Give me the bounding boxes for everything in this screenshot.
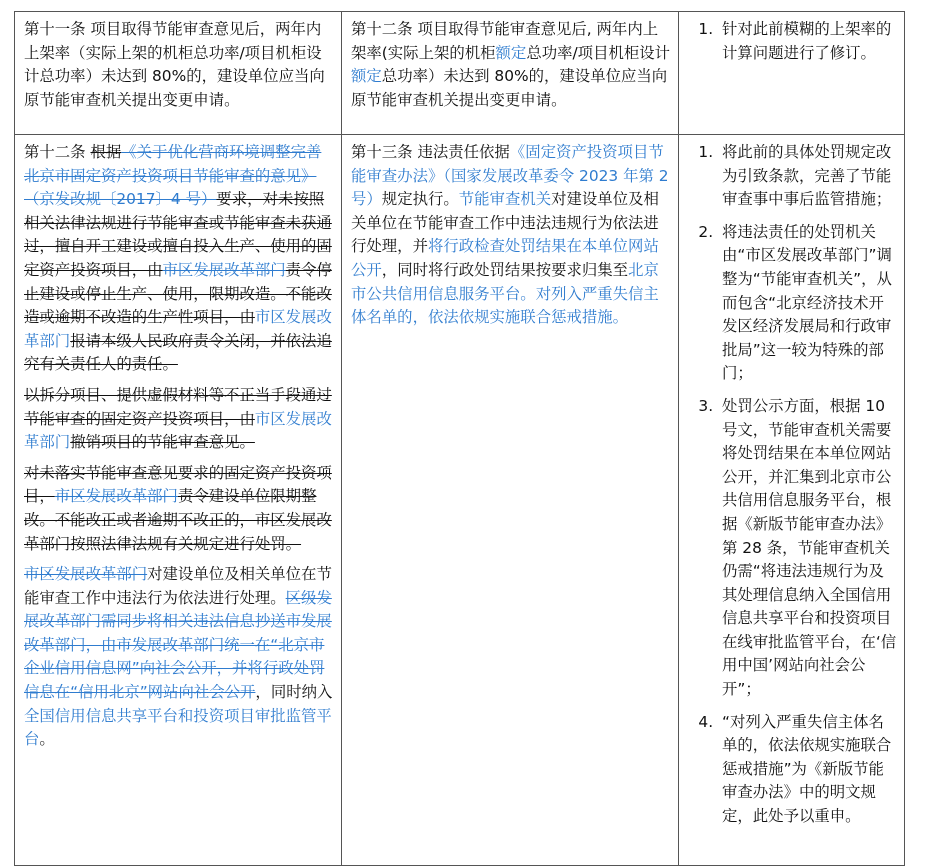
revision-note: 2. 将违法责任的处罚机关由“市区发展改革部门”调整为“节能审查机关”，从而包含“北京经济技术开发区经济发展局和行政审批局”这一较为特殊的部门； bbox=[718, 221, 897, 386]
deleted-text: 根据 bbox=[90, 143, 122, 161]
revision-notes-list bbox=[688, 141, 897, 829]
deleted-text: 市区发展改革部门 bbox=[162, 260, 286, 279]
highlighted-text: 北京市公共信用信息服务平台。对列入严重失信主体名单的，依法依规实施联合惩戒措施。 bbox=[351, 260, 659, 327]
article-paragraph bbox=[24, 141, 334, 377]
deleted-text: 市区发展改革部门 bbox=[24, 565, 148, 584]
highlighted-text: 《固定资产投资项目节能审查办法》（国家发展改革委令 2023 年第 2 号） bbox=[351, 143, 669, 209]
deleted-text: 要求，对未按照相关法律法规进行节能审查或节能审查未获通过，擅自开工建设或擅自投入生产、使用的固定资产投资项目，由 bbox=[24, 190, 332, 279]
table-row bbox=[15, 12, 905, 135]
article-paragraph bbox=[24, 563, 334, 752]
article-paragraph bbox=[351, 141, 671, 330]
new-text-cell bbox=[342, 135, 679, 866]
deleted-text: 区级发展改革部门需同步将相关违法信息抄送市发展改革部门，由市发展改革部门统一在“北京市企业信用信息网”向社会公开，并将行政处罚信息在“信用北京”网站向社会公开 bbox=[24, 588, 332, 702]
notes-cell bbox=[679, 135, 905, 866]
deleted-text: 报请本级人民政府责令关闭，并依法追究有关责任人的责任。 bbox=[24, 331, 332, 374]
deleted-text: 责令停止建设或停止生产、使用，限期改造。不能改造或逾期不改造的生产性项目，由 bbox=[24, 260, 332, 327]
body-text: 规定执行。 bbox=[381, 190, 459, 209]
highlighted-text: 节能审查机关 bbox=[458, 190, 552, 209]
body-text: 第十三条 违法责任依据 bbox=[351, 143, 510, 161]
table-row bbox=[15, 135, 905, 866]
body-text: 第十二条 项目取得节能审查意见后, 两年内上架率(实际上架的机柜 bbox=[351, 20, 659, 62]
article-paragraph bbox=[351, 18, 671, 112]
highlighted-text: 将行政检查处罚结果在本单位网站公开 bbox=[351, 237, 659, 279]
revision-note: 4. “对列入严重失信主体名单的，依法依规实施联合惩戒措施”为《新版节能审查办法》中的明文规定，此处予以重申。 bbox=[718, 711, 897, 829]
revision-note: 1. 针对此前模糊的上架率的计算问题进行了修订。 bbox=[718, 18, 897, 65]
deleted-text: 对未落实节能审查意见要求的固定资产投资项目， bbox=[24, 463, 332, 506]
deleted-text: 责令建设单位限期整改。不能改正或者逾期不改正的，市区发展改革部门按照法律法规有关规定进行处罚。 bbox=[24, 487, 332, 553]
body-text: 。 bbox=[39, 730, 55, 749]
highlighted-text: 额定 bbox=[495, 43, 527, 62]
old-text-cell bbox=[15, 135, 342, 866]
body-text: 第十二条 bbox=[24, 143, 91, 161]
comparison-table bbox=[14, 11, 905, 866]
deleted-text: 以拆分项目、提供虚假材料等不正当手段通过节能审查的固定资产投资项目，由 bbox=[24, 385, 332, 428]
new-text-cell bbox=[342, 12, 679, 135]
body-text: ，同时将行政处罚结果按要求归集至 bbox=[381, 260, 629, 279]
body-text: 第十一条 项目取得节能审查意见后，两年内上架率（实际上架的机柜总功率/项目机柜设计总功率）未达到 80%的，建设单位应当向原节能审查机关提出变更申请。 bbox=[24, 20, 325, 109]
deleted-text: 《关于优化营商环境调整完善北京市固定资产投资项目节能审查的意见》（京发改规〔2017〕4 号） bbox=[24, 143, 322, 209]
deleted-text: 市区发展改革部门 bbox=[54, 487, 178, 506]
highlighted-text: 市区发展改革部门 bbox=[24, 308, 332, 350]
body-text: 对建设单位及相关单位在节能审查工作中违法违规行为依法进行处理，并 bbox=[351, 190, 659, 256]
revision-note: 1. 将此前的具体处罚规定改为引致条款，完善了节能审查事中事后监管措施； bbox=[718, 141, 897, 212]
revision-notes-list bbox=[688, 18, 897, 65]
old-text-cell bbox=[15, 12, 342, 135]
article-paragraph bbox=[24, 18, 334, 112]
body-text: 总功率）未达到 80%的，建设单位应当向原节能审查机关提出变更申请。 bbox=[351, 67, 668, 109]
highlighted-text: 全国信用信息共享平台和投资项目审批监管平台 bbox=[24, 706, 332, 749]
article-paragraph bbox=[24, 384, 334, 455]
highlighted-text: 市区发展改革部门 bbox=[24, 409, 332, 452]
article-paragraph bbox=[24, 462, 334, 556]
notes-cell bbox=[679, 12, 905, 135]
body-text: 总功率/项目机柜设计 bbox=[526, 43, 671, 62]
body-text: 对建设单位及相关单位在节能审查工作中违法行为依法进行处理。 bbox=[24, 565, 332, 607]
deleted-text: 撤销项目的节能审查意见。 bbox=[70, 433, 255, 452]
body-text: ，同时纳入 bbox=[255, 683, 333, 702]
highlighted-text: 额定 bbox=[351, 67, 382, 86]
revision-note: 3. 处罚公示方面，根据 10 号文，节能审查机关需要将处罚结果在本单位网站公开，并汇集到北京市公共信用信息服务平台，根据《新版节能审查办法》第 28 条，节能审查机关仍需“将违法违规行为及其处理信息纳入全国信用信息共享平台和投资项目在线审批监管平台，在‘信用中国’网站向社会公开”； bbox=[718, 395, 897, 702]
